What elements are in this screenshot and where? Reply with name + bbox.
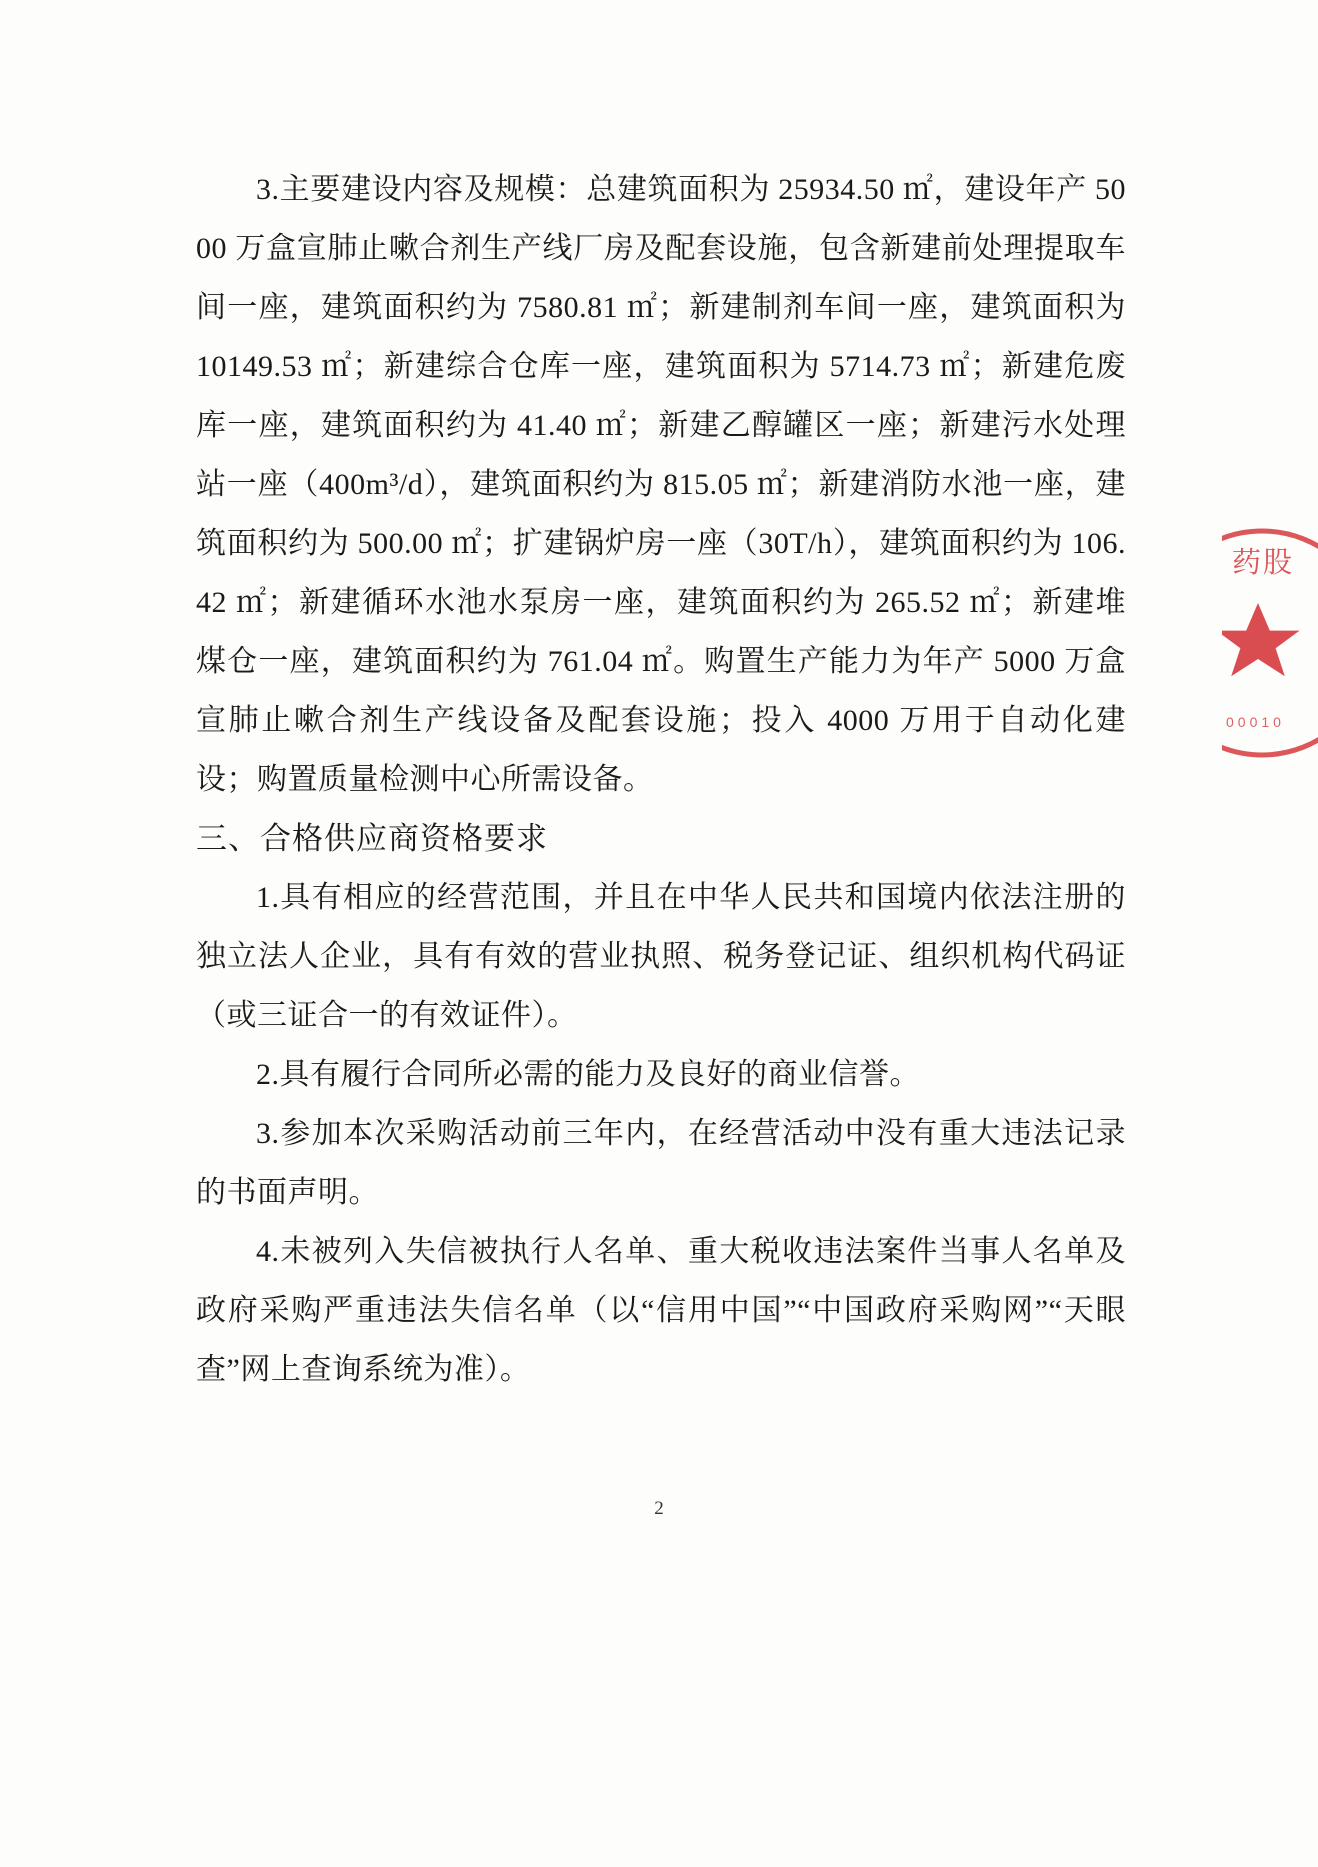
qualification-item-1: 1.具有相应的经营范围，并且在中华人民共和国境内依法注册的独立法人企业，具有有效的营业执照、税务登记证、组织机构代码证（或三证合一的有效证件）。 [196,881,1126,1032]
section-heading-supplier-qualification: 三、合格供应商资格要求 [196,821,548,856]
red-official-seal [1222,526,1318,761]
document-body [196,160,1134,1399]
seal-digits: 00010 [1226,714,1285,730]
page-number: 2 [654,1498,664,1519]
qualification-item-2: 2.具有履行合同所必需的能力及良好的商业信誉。 [256,1058,920,1091]
seal-text: 药股 [1232,547,1295,579]
qualification-item-3: 3.参加本次采购活动前三年内，在经营活动中没有重大违法记录的书面声明。 [196,1117,1126,1209]
paragraph-construction-scope: 3.主要建设内容及规模：总建筑面积为 25934.50 ㎡，建设年产 5000 万盒宣肺止嗽合剂生产线厂房及配套设施，包含新建前处理提取车间一座，建筑面积约为 7580.81 ㎡；新建制剂车间一座，建筑面积为 10149.53 ㎡；新建综合仓库一座，建筑面积为 5714.73 ㎡；新建危废库一座，建筑面积约为 41.40 ㎡；新建乙醇罐区一座；新建污水处理站一座（400m³/d），建筑面积约为 815.05 ㎡；新建消防水池一座，建筑面积约为 500.00 ㎡；扩建锅炉房一座（30T/h），建筑面积约为 106.42 ㎡；新建循环水池水泵房一座，建筑面积约为 265.52 ㎡；新建堆煤仓一座，建筑面积约为 761.04 ㎡。购置生产能力为年产 5000 万盒宣肺止嗽合剂生产线设备及配套设施；投入 4000 万用于自动化建设；购置质量检测中心所需设备。 [196,173,1134,796]
qualification-item-4: 4.未被列入失信被执行人名单、重大税收违法案件当事人名单及政府采购严重违法失信名单（以“信用中国”“中国政府采购网”“天眼查”网上查询系统为准）。 [196,1235,1126,1386]
